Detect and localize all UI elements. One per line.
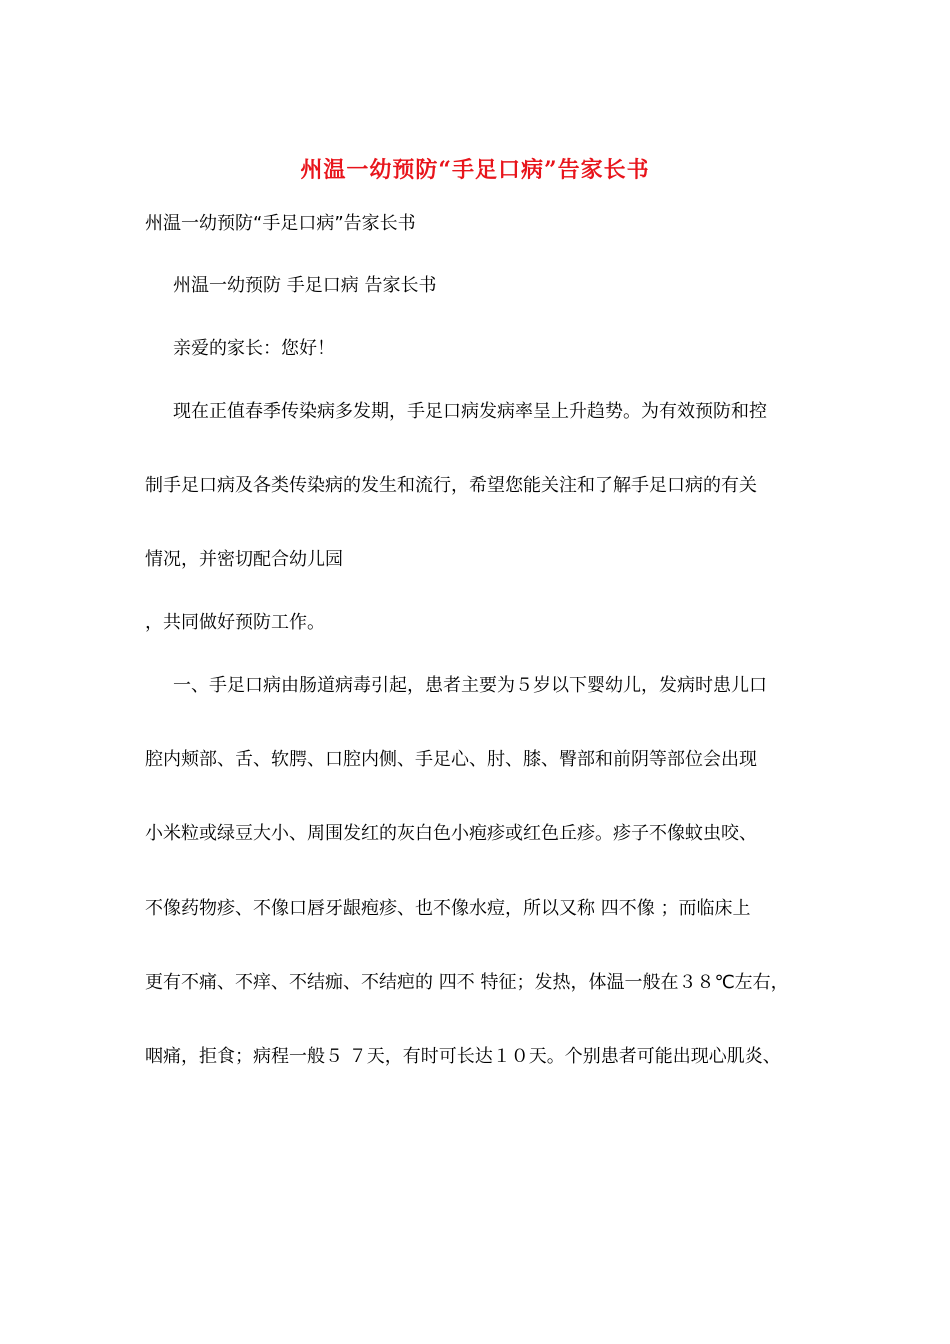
body-line-11: 不像药物疹、不像口唇牙龈疱疹、也不像水痘，所以又称 四不像 ；而临床上 <box>145 898 751 919</box>
body-line-9: 腔内颊部、舌、软腭、口腔内侧、手足心、肘、膝、臀部和前阴等部位会出现 <box>145 749 757 770</box>
document-title: 州温一幼预防“手足口病”告家长书 <box>300 157 650 183</box>
body-line-8: 一、手足口病由肠道病毒引起，患者主要为５岁以下婴幼儿，发病时患儿口 <box>173 675 767 696</box>
body-line-6: 情况，并密切配合幼儿园 <box>145 549 343 570</box>
body-line-7: ，共同做好预防工作。 <box>145 612 325 633</box>
body-line-2: 州温一幼预防 手足口病 告家长书 <box>173 275 437 296</box>
body-line-4: 现在正值春季传染病多发期，手足口病发病率呈上升趋势。为有效预防和控 <box>173 401 767 422</box>
body-line-12: 更有不痛、不痒、不结痂、不结疤的 四不 特征；发热，体温一般在３８℃左右， <box>145 972 789 993</box>
body-line-10: 小米粒或绿豆大小、周围发红的灰白色小疱疹或红色丘疹。疹子不像蚊虫咬、 <box>145 823 757 844</box>
body-line-5: 制手足口病及各类传染病的发生和流行，希望您能关注和了解手足口病的有关 <box>145 475 757 496</box>
body-line-13: 咽痛，拒食；病程一般５ ７天，有时可长达１０天。个别患者可能出现心肌炎、 <box>145 1046 781 1067</box>
body-line-1: 州温一幼预防“手足口病”告家长书 <box>145 213 416 234</box>
body-line-3: 亲爱的家长：您好！ <box>173 338 335 359</box>
